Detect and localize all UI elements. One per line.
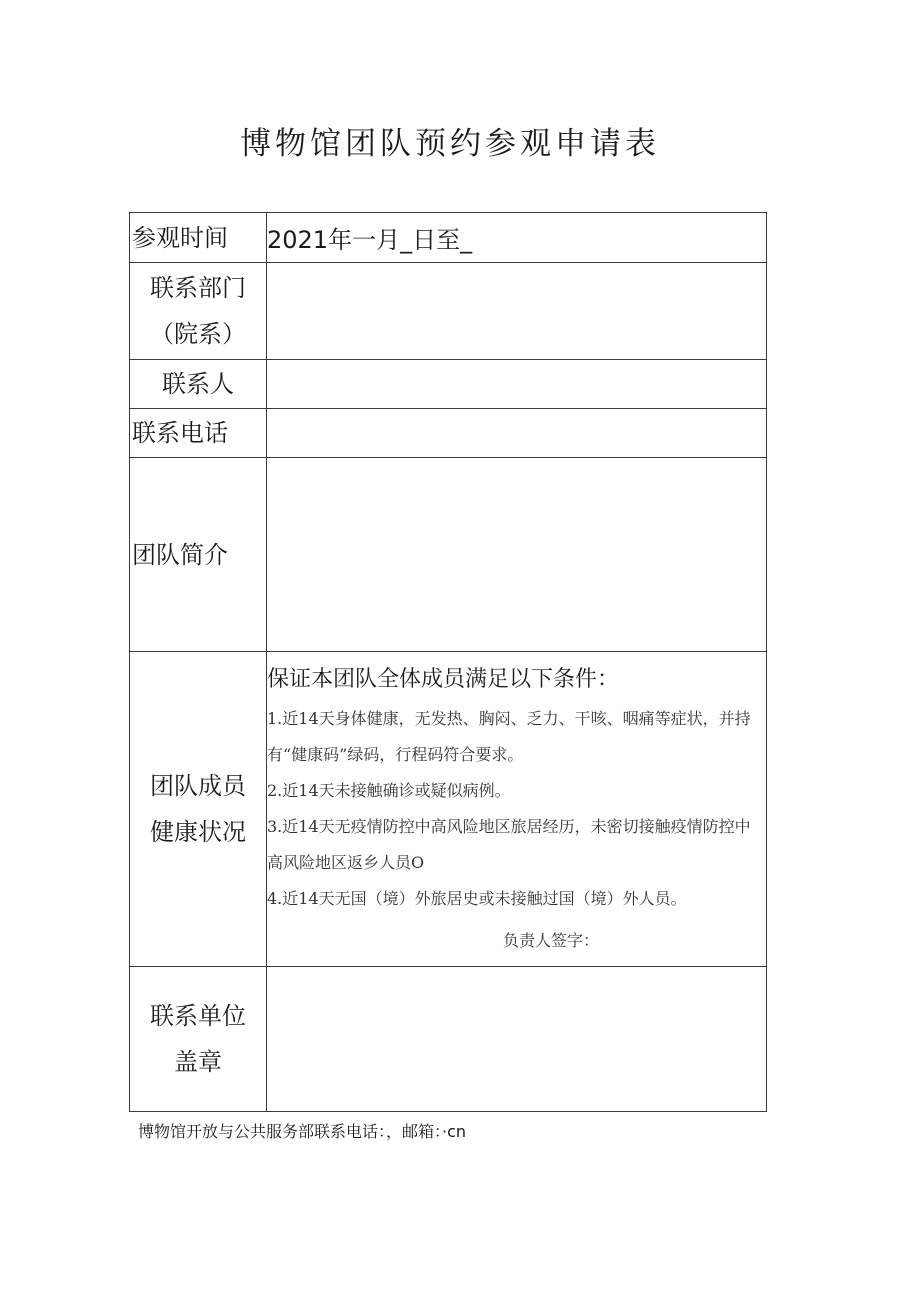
health-conditions <box>267 652 767 967</box>
form-title: 博物馆团队预约参观申请表 <box>240 126 660 162</box>
value-department[interactable] <box>267 263 767 360</box>
label-team-intro: 团队简介 <box>130 458 267 652</box>
row-contact-person <box>130 360 767 409</box>
health-item: 4.近14天无国（境）外旅居史或未接触过国（境）外人员。 <box>267 888 687 908</box>
label-department <box>130 263 267 360</box>
row-department <box>130 263 767 360</box>
label-department-line1: 联系部门 <box>150 274 246 302</box>
health-item: 1.近14天身体健康，无发热、胸闷、乏力、干咳、咽痛等症状，并持有“健康码”绿码，行程码符合要求。 <box>267 708 751 764</box>
footer-contact: 博物馆开放与公共服务部联系电话：，邮箱：·cn <box>138 1122 467 1141</box>
row-phone <box>130 409 767 458</box>
label-visit-time: 参观时间 <box>130 213 267 263</box>
label-health-line1: 团队成员 <box>150 772 246 800</box>
label-department-line2: （院系） <box>150 320 246 348</box>
label-seal <box>130 967 267 1112</box>
health-lead: 保证本团队全体成员满足以下条件： <box>267 666 620 692</box>
application-form <box>129 212 767 1112</box>
label-contact-person: 联系人 <box>130 360 267 409</box>
label-seal-line2: 盖章 <box>174 1048 222 1076</box>
row-team-intro <box>130 458 767 652</box>
row-seal <box>130 967 767 1112</box>
health-item: 2.近14天未接触确诊或疑似病例。 <box>267 780 511 800</box>
value-seal[interactable] <box>267 967 767 1112</box>
label-health-line2: 健康状况 <box>150 818 246 846</box>
value-visit-time[interactable]: 2021年一月_日至_ <box>267 213 767 263</box>
row-health <box>130 652 767 967</box>
label-health <box>130 652 267 967</box>
signature-label: 负责人签字： <box>503 930 600 950</box>
value-phone[interactable] <box>267 409 767 458</box>
value-team-intro[interactable] <box>267 458 767 652</box>
label-seal-line1: 联系单位 <box>150 1002 246 1030</box>
health-item: 3.近14天无疫情防控中高风险地区旅居经历，未密切接触疫情防控中高风险地区返乡人员O <box>267 816 751 872</box>
row-visit-time <box>130 213 767 263</box>
label-phone: 联系电话 <box>130 409 267 458</box>
value-contact-person[interactable] <box>267 360 767 409</box>
